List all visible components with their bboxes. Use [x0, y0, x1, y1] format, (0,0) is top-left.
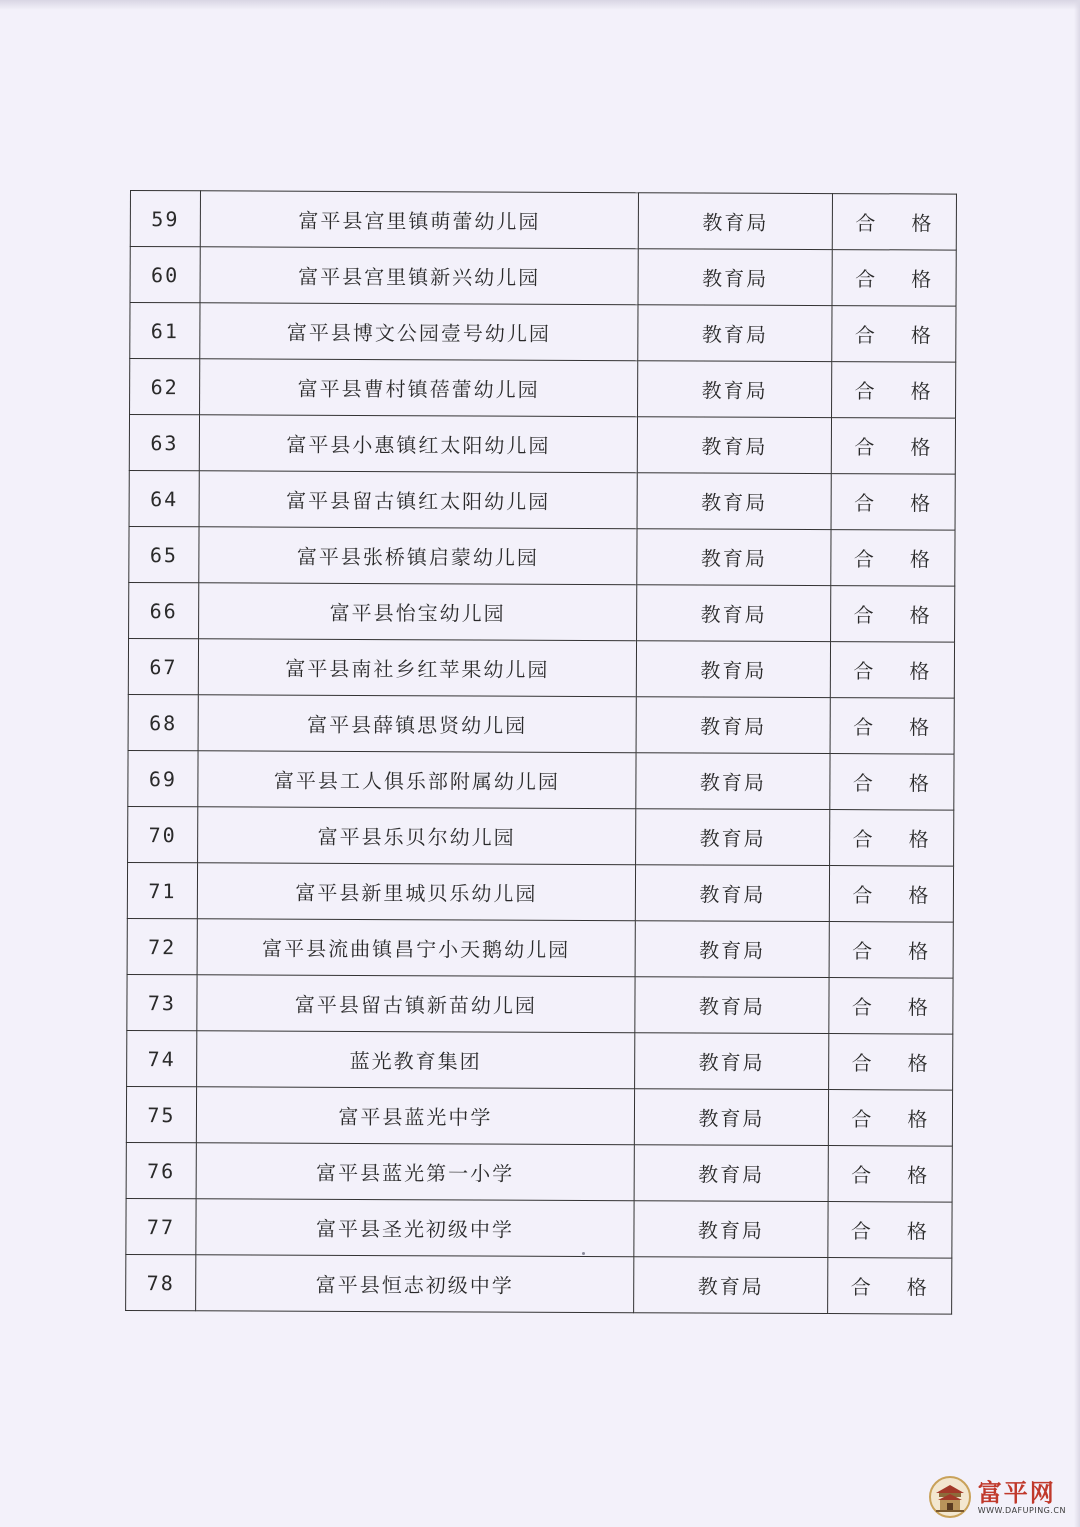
table-row: [130, 247, 956, 307]
table-row: [130, 303, 956, 363]
result-char-2: 格: [908, 771, 931, 796]
table-row: [129, 470, 955, 530]
result-char-1: 合: [852, 939, 875, 964]
unit-name: 富平县乐贝尔幼儿园: [198, 807, 636, 865]
row-number: 69: [128, 750, 198, 806]
row-number: 70: [128, 806, 198, 862]
result-char-2: 格: [911, 211, 934, 236]
result-char-1: 合: [852, 771, 875, 796]
result: [832, 306, 956, 363]
result: [832, 362, 956, 419]
department: 教育局: [634, 1089, 828, 1146]
department: 教育局: [634, 1145, 828, 1202]
department: 教育局: [636, 809, 830, 866]
row-number: 65: [129, 526, 199, 582]
department: 教育局: [637, 529, 831, 586]
result-char-2: 格: [906, 1219, 930, 1244]
result: [830, 810, 954, 867]
result: [831, 530, 955, 587]
result-char-1: 合: [853, 715, 876, 740]
department: 教育局: [638, 361, 832, 418]
unit-name: 富平县薛镇思贤幼儿园: [198, 695, 636, 753]
unit-name: 富平县留古镇新苗幼儿园: [197, 975, 635, 1033]
unit-name: 富平县新里城贝乐幼儿园: [197, 863, 635, 921]
row-number: 62: [130, 359, 200, 415]
result-char-2: 格: [911, 267, 934, 292]
result-char-1: 合: [854, 323, 877, 348]
row-number: 78: [126, 1254, 196, 1310]
result-char-1: 合: [854, 379, 877, 404]
result: [828, 1258, 952, 1315]
result-char-2: 格: [910, 379, 933, 404]
result-char-2: 格: [907, 1163, 930, 1188]
department: 教育局: [634, 1257, 828, 1314]
table-row: [128, 750, 954, 810]
unit-name: 富平县张桥镇启蒙幼儿园: [199, 527, 637, 585]
row-number: 73: [127, 974, 197, 1030]
result-char-2: 格: [909, 603, 932, 628]
table-row: [130, 359, 956, 419]
table-row: [129, 526, 955, 586]
result-char-1: 合: [855, 267, 878, 292]
table-row: [128, 694, 954, 754]
table-row: [129, 415, 955, 475]
department: 教育局: [638, 249, 832, 306]
row-number: 76: [126, 1142, 196, 1198]
result-char-2: 格: [910, 323, 933, 348]
result: [831, 418, 955, 475]
table-row: [130, 191, 956, 251]
result-char-2: 格: [909, 659, 932, 684]
row-number: 61: [130, 303, 200, 359]
department: 教育局: [637, 585, 831, 642]
result-char-1: 合: [851, 1163, 874, 1188]
unit-name: 富平县南社乡红苹果幼儿园: [198, 639, 636, 697]
department: 教育局: [635, 1033, 829, 1090]
table-row: [127, 862, 953, 922]
result: [831, 586, 955, 643]
result-char-1: 合: [850, 1275, 873, 1300]
unit-name: 富平县流曲镇昌宁小天鹅幼儿园: [197, 919, 635, 977]
result-char-1: 合: [851, 1107, 874, 1132]
department: 教育局: [636, 697, 830, 754]
row-number: 77: [126, 1198, 196, 1254]
row-number: 60: [130, 247, 200, 303]
department: 教育局: [635, 865, 829, 922]
results-table-body: [126, 191, 957, 1315]
result-char-1: 合: [852, 827, 875, 852]
table-row: [127, 974, 953, 1034]
gate-tower-icon: [928, 1475, 972, 1519]
result-char-2: 格: [908, 883, 931, 908]
watermark-url: WWW.DAFUPING.CN: [977, 1505, 1066, 1515]
table-row: [128, 806, 954, 866]
result-char-1: 合: [851, 1051, 874, 1076]
unit-name: 富平县留古镇红太阳幼儿园: [199, 471, 637, 529]
row-number: 59: [130, 191, 200, 247]
result-char-1: 合: [855, 211, 878, 236]
result-char-2: 格: [910, 491, 933, 516]
result: [830, 698, 954, 755]
result-char-2: 格: [910, 435, 933, 460]
result-char-1: 合: [850, 1219, 874, 1244]
row-number: 74: [127, 1030, 197, 1086]
result-char-1: 合: [853, 659, 876, 684]
result-char-2: 格: [908, 939, 931, 964]
unit-name: 富平县曹村镇蓓蕾幼儿园: [200, 359, 638, 417]
result-char-1: 合: [854, 491, 877, 516]
row-number: 72: [127, 918, 197, 974]
result-char-2: 格: [909, 547, 932, 572]
result-char-2: 格: [907, 1051, 930, 1076]
result: [829, 978, 953, 1035]
table-row: [128, 638, 954, 698]
result-char-1: 合: [853, 547, 876, 572]
unit-name: 富平县恒志初级中学: [196, 1255, 634, 1313]
row-number: 63: [129, 415, 199, 471]
result-char-2: 格: [907, 1107, 930, 1132]
unit-name: 富平县蓝光第一小学: [196, 1143, 634, 1201]
table-row: [126, 1198, 952, 1258]
result: [828, 1090, 952, 1147]
result: [830, 642, 954, 699]
unit-name: 富平县圣光初级中学: [196, 1199, 634, 1257]
result-char-2: 格: [909, 715, 932, 740]
table-row: [126, 1254, 952, 1314]
department: 教育局: [635, 921, 829, 978]
row-number: 67: [128, 638, 198, 694]
department: 教育局: [635, 977, 829, 1034]
table-row: [129, 582, 955, 642]
unit-name: 富平县博文公园壹号幼儿园: [200, 303, 638, 361]
result: [831, 474, 955, 531]
results-table: [125, 190, 957, 1315]
site-watermark: [928, 1475, 1066, 1519]
result: [832, 250, 956, 307]
table-row: [127, 1030, 953, 1090]
result: [828, 1146, 952, 1203]
unit-name: 富平县宫里镇新兴幼儿园: [200, 247, 638, 305]
result-char-1: 合: [851, 995, 874, 1020]
department: 教育局: [638, 193, 832, 250]
result-char-1: 合: [854, 435, 877, 460]
table-row: [126, 1086, 952, 1146]
unit-name: 富平县宫里镇萌蕾幼儿园: [200, 191, 638, 249]
row-number: 68: [128, 694, 198, 750]
page-top-edge: [0, 0, 1080, 10]
watermark-title: 富平网: [977, 1478, 1056, 1507]
department: 教育局: [636, 753, 830, 810]
result-char-1: 合: [853, 603, 876, 628]
table-row: [126, 1142, 952, 1202]
unit-name: 富平县蓝光中学: [196, 1087, 634, 1145]
result: [829, 922, 953, 979]
scan-speck: [582, 1252, 585, 1255]
unit-name: 富平县怡宝幼儿园: [199, 583, 637, 641]
department: 教育局: [634, 1201, 828, 1258]
result-char-2: 格: [906, 1275, 929, 1300]
department: 教育局: [636, 641, 830, 698]
watermark-text: [978, 1480, 1066, 1515]
result: [829, 866, 953, 923]
unit-name: 蓝光教育集团: [197, 1031, 635, 1089]
department: 教育局: [638, 305, 832, 362]
page-right-edge: [1074, 0, 1080, 1527]
result-char-1: 合: [852, 883, 875, 908]
result: [829, 1034, 953, 1091]
row-number: 75: [126, 1086, 196, 1142]
result-char-2: 格: [907, 995, 930, 1020]
unit-name: 富平县工人俱乐部附属幼儿园: [198, 751, 636, 809]
result-char-2: 格: [908, 827, 931, 852]
unit-name: 富平县小惠镇红太阳幼儿园: [199, 415, 637, 473]
result: [832, 194, 956, 251]
result: [828, 1202, 952, 1259]
row-number: 64: [129, 470, 199, 526]
row-number: 66: [129, 582, 199, 638]
table-row: [127, 918, 953, 978]
result: [830, 754, 954, 811]
department: 教育局: [637, 417, 831, 474]
row-number: 71: [127, 862, 197, 918]
department: 教育局: [637, 473, 831, 530]
